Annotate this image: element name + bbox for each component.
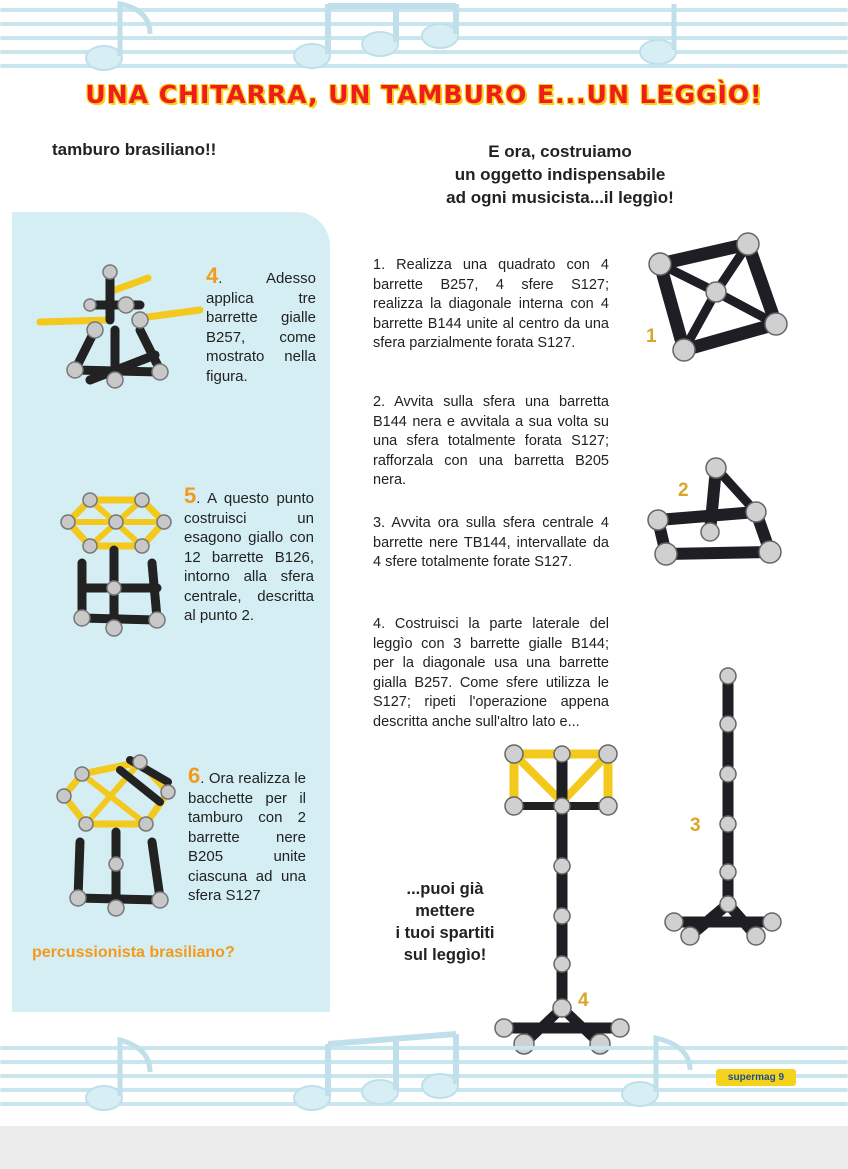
instruction-2: 2. Avvita sulla sfera una barretta B144 nera e avvitala a sua volta su una sfera totalmente forata S127; rafforzala con una barretta B205 nera. bbox=[373, 394, 609, 488]
step-6-number: 6 bbox=[188, 763, 201, 788]
figure-label-1: 1 bbox=[646, 326, 657, 347]
ending-text bbox=[370, 878, 520, 966]
figure-label-4: 4 bbox=[578, 990, 589, 1011]
step-5-body: . A questo punto costruisci un esagono giallo con 12 barrette B126, intorno alla sfera centrale, descritta al punto 2. bbox=[184, 490, 314, 624]
drum-model-step5-image bbox=[52, 488, 182, 638]
scan-edge bbox=[0, 1126, 848, 1169]
step-4-body: . Adesso applica tre barrette gialle B257, come mostrato nella figura. bbox=[206, 270, 316, 385]
lectern-figure-1-image bbox=[648, 232, 788, 372]
step-4-number: 4 bbox=[206, 263, 219, 288]
music-notes-bottom-icon bbox=[0, 1010, 848, 1120]
right-heading bbox=[400, 140, 720, 209]
ending-line: sul leggìo! bbox=[403, 946, 487, 964]
right-heading-line: ad ogni musicista...il leggìo! bbox=[446, 188, 674, 207]
step-6-text bbox=[188, 763, 306, 906]
ending-line: mettere bbox=[415, 902, 475, 920]
lectern-figure-2-image bbox=[646, 452, 786, 572]
instruction-3: 3. Avvita ora sulla sfera centrale 4 barrette nere TB144, intervallate da 4 sfere totalmente forate S127. bbox=[373, 515, 609, 570]
figure-label-2: 2 bbox=[678, 480, 689, 501]
step-5-number: 5 bbox=[184, 483, 197, 508]
drum-model-step4-image bbox=[30, 260, 210, 400]
lectern-figure-3-image bbox=[660, 664, 790, 949]
magazine-logo: supermag 9 bbox=[716, 1069, 796, 1086]
step-6-body: . Ora realizza le bacchette per il tamburo con 2 barrette nere B205 unite ciascuna ad una sfera S127 bbox=[188, 770, 306, 904]
right-heading-line: E ora, costruiamo bbox=[488, 142, 632, 161]
step-4-text bbox=[206, 263, 316, 386]
right-heading-line: un oggetto indispensabile bbox=[454, 165, 666, 184]
page-title: UNA CHITARRA, UN TAMBURO E...UN LEGGÌO! bbox=[85, 80, 763, 109]
drum-model-step6-image bbox=[50, 752, 180, 917]
instruction-1: 1. Realizza una quadrato con 4 barrette B257, 4 sfere S127; realizza la diagonale interna con 4 barrette B144 unite al centro da una sfera parzialmente forata S127. bbox=[373, 257, 609, 351]
ending-line: ...puoi già bbox=[406, 880, 484, 898]
instruction-4: 4. Costruisci la parte laterale del leggìo con 3 barrette gialle B144; per la diagonale usa una barrette gialla B257. Come sfere utilizza le S127; ripeti l'operazione appena descritta anche sull'altro lato e... bbox=[373, 616, 609, 730]
ending-line: i tuoi spartiti bbox=[395, 924, 495, 942]
bottom-question: percussionista brasiliano? bbox=[32, 944, 235, 961]
figure-label-3: 3 bbox=[690, 815, 701, 836]
left-heading: tamburo brasiliano!! bbox=[52, 140, 217, 159]
step-5-text bbox=[184, 483, 314, 626]
music-notes-icon bbox=[0, 0, 848, 80]
